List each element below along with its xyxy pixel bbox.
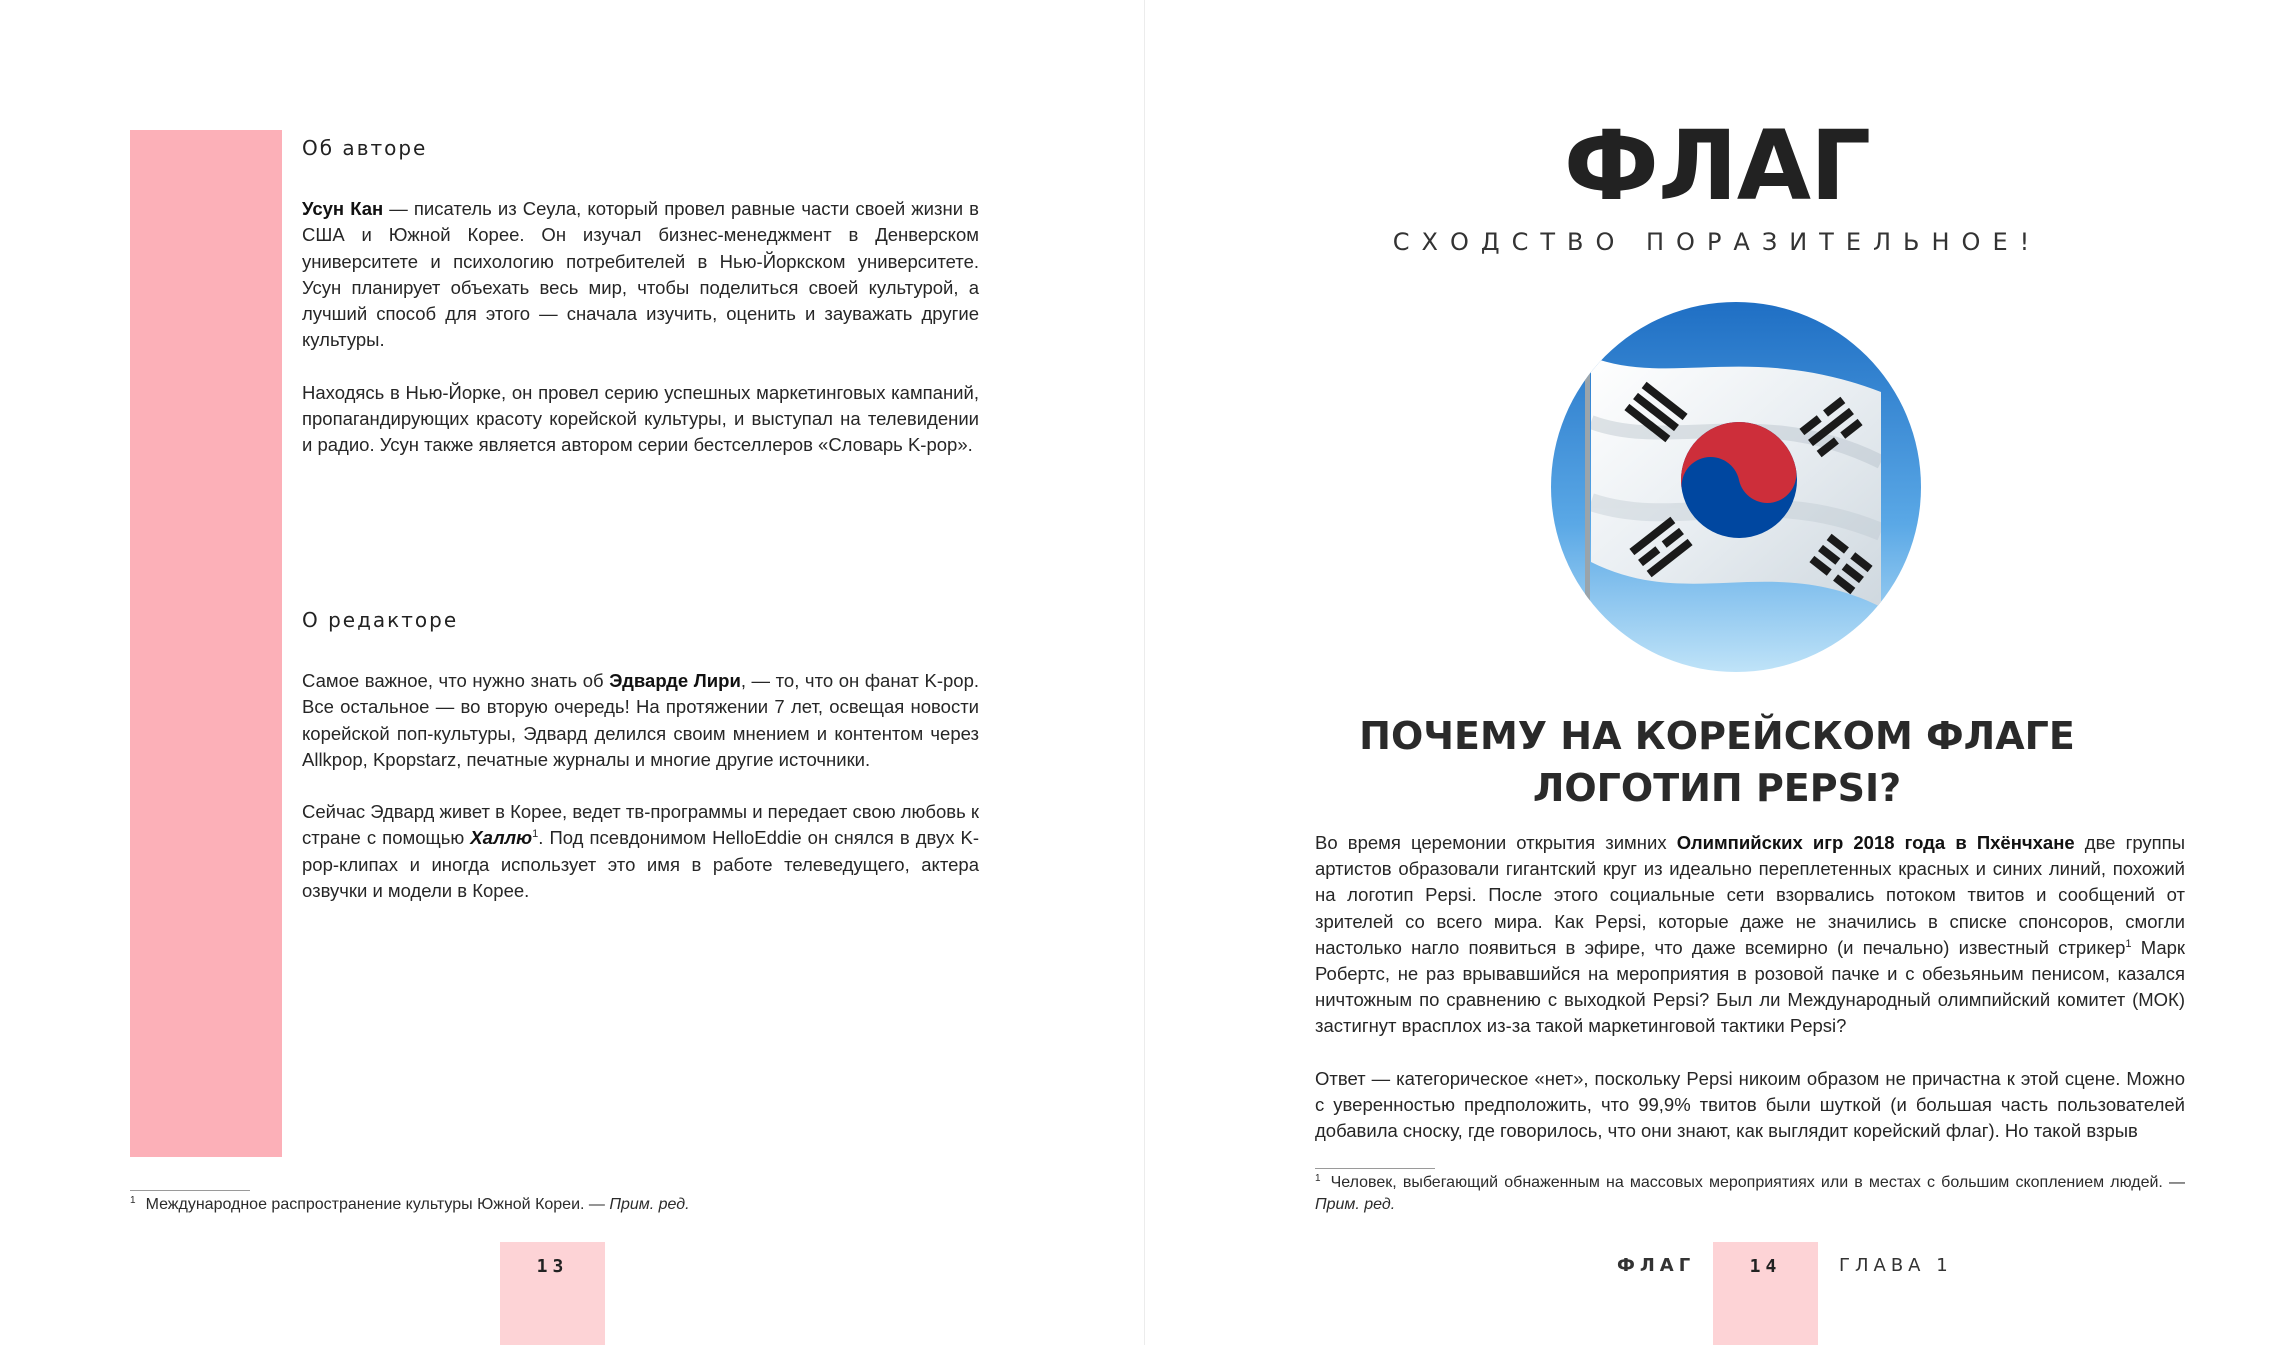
article-heading-line-2: ЛОГОТИП PEPSI? bbox=[1532, 766, 1902, 810]
editor-p2-rest: . Под псевдонимом HelloEddie он снялся в двух K-pop-клипах и иногда использует это имя в работе телеведущего, актера озвучки и модели в Корее. bbox=[302, 827, 980, 902]
author-name: Усун Кан bbox=[302, 198, 384, 219]
article-heading bbox=[1145, 710, 2289, 814]
article-p1-rest: Марк Робертс, не раз врывавшийся на мероприятия в розовой пачке и с обезьяньим пенисом, казался ничтожным по сравнению с выходкой Pepsi? Был ли Международный олимпийский комитет (МОК) застигнут врасплох из-за такой маркетинговой тактики Pepsi? bbox=[1315, 936, 2185, 1037]
footnote-note: Прим. ред. bbox=[609, 1196, 690, 1213]
about-author-paragraph-1 bbox=[302, 196, 979, 354]
article-body bbox=[1315, 830, 2185, 1170]
article-p1-mid: две группы артистов образовали гигантский круг из идеально переплетенных красных и синих линий, похожий на логотип Pepsi. После этого социальные сети взорвались потоком твитов и сообщений от зрителей со всего мира. Как Pepsi, которые даже не значились в списке спонсоров, смогли настолько нагло появиться в эфире, что даже всемирно (и печально) известный стрикер bbox=[1315, 832, 2186, 958]
footnote-number: 1 bbox=[130, 1194, 136, 1206]
article-heading-line-1: ПОЧЕМУ НА КОРЕЙСКОМ ФЛАГЕ bbox=[1359, 714, 2075, 758]
editor-p1-start: Самое важное, что нужно знать об bbox=[302, 670, 610, 691]
footnote-ref: 1 bbox=[532, 828, 539, 841]
about-editor-paragraph-1 bbox=[302, 668, 979, 773]
footnote-ref: 1 bbox=[2125, 937, 2132, 950]
hallyu-term: Халлю bbox=[470, 827, 533, 849]
editor-name: Эдварде Лири bbox=[609, 670, 741, 691]
footnote-text: Человек, выбегающий обнаженным на массовых мероприятиях или в местах с большим скоплением людей. — bbox=[1330, 1174, 2185, 1191]
footnote-rule bbox=[130, 1190, 250, 1191]
article-paragraph-2: Ответ — категорическое «нет», поскольку Pepsi никоим образом не причастна к этой сцене. Можно с уверенностью предположить, что 99,9% твитов были шуткой (и большая часть пользователей добавила сноску, где говорилось, что они знают, как выглядит корейский флаг). Но такой взрыв bbox=[1315, 1067, 2185, 1142]
about-editor-heading: О редакторе bbox=[302, 608, 459, 632]
about-author-paragraph-2: Находясь в Нью-Йорке, он провел серию успешных маркетинговых кампаний, пропагандирующих красоту корейской культуры, и выступал на телевидении и радио. Усун также является автором серии бестселлеров «Словарь K-pop». bbox=[302, 381, 979, 456]
footnote-note: Прим. ред. bbox=[1315, 1196, 1396, 1213]
accent-bar bbox=[130, 130, 282, 1157]
running-header-right: ГЛАВА 1 bbox=[1839, 1255, 1953, 1276]
editor-p1-rest: , — то, что он фанат K-pop. Все остальное — во вторую очередь! На протяжении 7 лет, освещая новости корейской поп-культуры, Эдвард делился своим мнением и контентом через Allkpop, Kpopstarz, печатные журналы и многие другие источники. bbox=[302, 670, 979, 770]
about-author-text bbox=[302, 196, 979, 485]
about-editor-text bbox=[302, 668, 979, 930]
article-p1-start: Во время церемонии открытия зимних bbox=[1315, 832, 1677, 853]
flag-illustration bbox=[1551, 302, 1921, 672]
about-author-p1-text: — писатель из Сеула, который провел равные части своей жизни в США и Южной Корее. Он изучал бизнес-менеджмент в Денверском университете и психологию потребителей в Нью-Йоркском университете. Усун планирует объехать весь мир, чтобы поделиться своей культурой, а лучший способ для этого — сначала изучить, оценить и зауважать другие культуры. bbox=[302, 198, 979, 351]
page-number: 14 bbox=[1713, 1242, 1818, 1345]
chapter-title: ФЛАГ bbox=[1563, 110, 1871, 222]
article-paragraph-1 bbox=[1315, 830, 2185, 1040]
page-number: 13 bbox=[500, 1242, 605, 1345]
left-page bbox=[0, 0, 1144, 1345]
about-author-heading: Об авторе bbox=[302, 136, 428, 160]
chapter-subtitle: СХОДСТВО ПОРАЗИТЕЛЬНОЕ! bbox=[1392, 228, 2042, 256]
about-editor-paragraph-2 bbox=[302, 799, 979, 904]
right-page bbox=[1145, 0, 2289, 1345]
korean-flag-image bbox=[1551, 302, 1921, 672]
olympics-bold: Олимпийских игр 2018 года в Пхёнчхане bbox=[1676, 832, 2075, 853]
footnote-number: 1 bbox=[1315, 1172, 1321, 1184]
footnote bbox=[130, 1194, 980, 1216]
footnote bbox=[1315, 1172, 2185, 1216]
editor-p2-start: Сейчас Эдвард живет в Корее, ведет тв-программы и передает свою любовь к стране с помощью bbox=[302, 801, 979, 849]
footnote-text: Международное распространение культуры Южной Кореи. — bbox=[145, 1196, 610, 1213]
running-header-left: ФЛАГ bbox=[1617, 1255, 1696, 1276]
footnote-rule bbox=[1315, 1168, 1435, 1169]
